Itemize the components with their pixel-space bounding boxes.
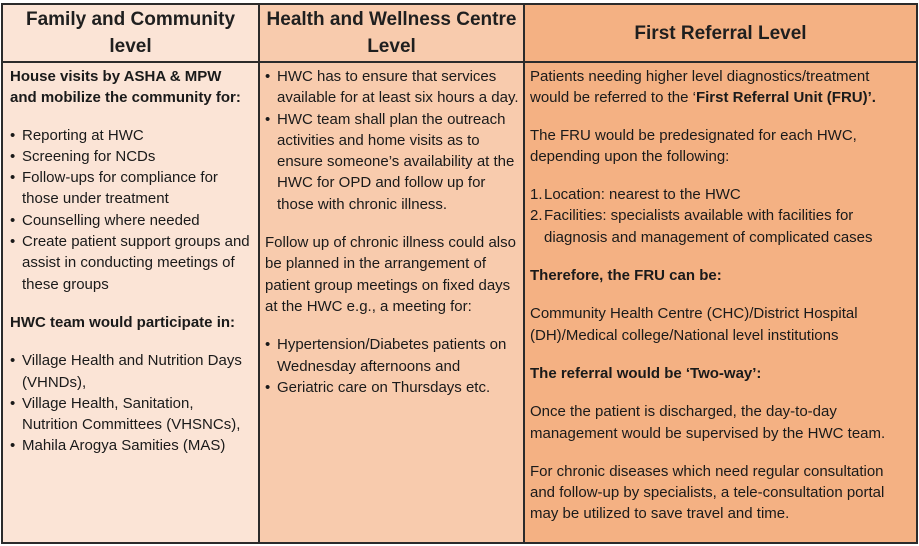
list-item: • Create patient support groups and assist in conducting meetings of these groups [10, 231, 252, 295]
list-item: • HWC has to ensure that services available for at least six hours a day. [265, 66, 519, 109]
list-item: 1. Location: nearest to the HWC [530, 186, 741, 204]
col3-therefore-heading: Therefore, the FRU can be: [530, 267, 722, 285]
cell-family-community [3, 63, 258, 542]
header-first-referral: First Referral Level [525, 5, 916, 63]
col2-meeting-list [265, 334, 519, 398]
list-item: • Geriatric care on Thursdays etc. [265, 377, 519, 398]
col2-hwc-list [265, 66, 519, 215]
col1-intro: House visits by ASHA & MPW and mobilize the community for: [10, 68, 241, 107]
col3-discharge-text: Once the patient is discharged, the day-to-day management would be supervised by the HWC team. [530, 403, 886, 442]
list-item: • Village Health, Sanitation, Nutrition Committees (VHSNCs), [10, 393, 252, 436]
cell-first-referral [525, 63, 916, 542]
col3-criteria-list [530, 184, 912, 248]
list-item: 2. Facilities: specialists available with facilities for diagnosis and management of complicated cases [530, 207, 873, 246]
col1-team-heading: HWC team would participate in: [10, 313, 236, 331]
referral-table [1, 3, 918, 544]
list-item: • Counselling where needed [10, 210, 252, 231]
list-item: • Village Health and Nutrition Days (VHNDs), [10, 350, 252, 393]
col2-followup-text: Follow up of chronic illness could also be planned in the arrangement of patient group meetings on fixed days at the HWC e.g., a meeting for: [265, 234, 516, 315]
header-hwc-level: Health and Wellness Centre Level [260, 5, 523, 63]
col3-two-way-heading: The referral would be ‘Two-way’: [530, 364, 762, 382]
col3-referral-text: Patients needing higher level diagnostics/treatment would be referred to the ‘First Referral Unit (FRU)’. [530, 68, 876, 107]
list-item: • Mahila Arogya Samities (MAS) [10, 435, 252, 456]
list-item: • Follow-ups for compliance for those under treatment [10, 167, 252, 210]
list-item: • Screening for NCDs [10, 146, 252, 167]
cell-hwc-level [260, 63, 523, 542]
header-family-community: Family and Community level [3, 5, 258, 63]
col1-team-list [10, 350, 252, 456]
list-item: • Reporting at HWC [10, 125, 252, 146]
col1-community-list [10, 125, 252, 295]
col3-fru-types: Community Health Centre (CHC)/District Hospital (DH)/Medical college/National level institutions [530, 305, 858, 344]
col3-predesignated-text: The FRU would be predesignated for each HWC, depending upon the following: [530, 126, 857, 165]
list-item: • Hypertension/Diabetes patients on Wednesday afternoons and [265, 334, 519, 377]
list-item: • HWC team shall plan the outreach activities and home visits as to ensure someone’s availability at the HWC for OPD and follow up for those with chronic illness. [265, 109, 519, 215]
col3-chronic-text: For chronic diseases which need regular consultation and follow-up by specialists, a tele-consultation portal may be utilized to save travel and time. [530, 462, 885, 523]
